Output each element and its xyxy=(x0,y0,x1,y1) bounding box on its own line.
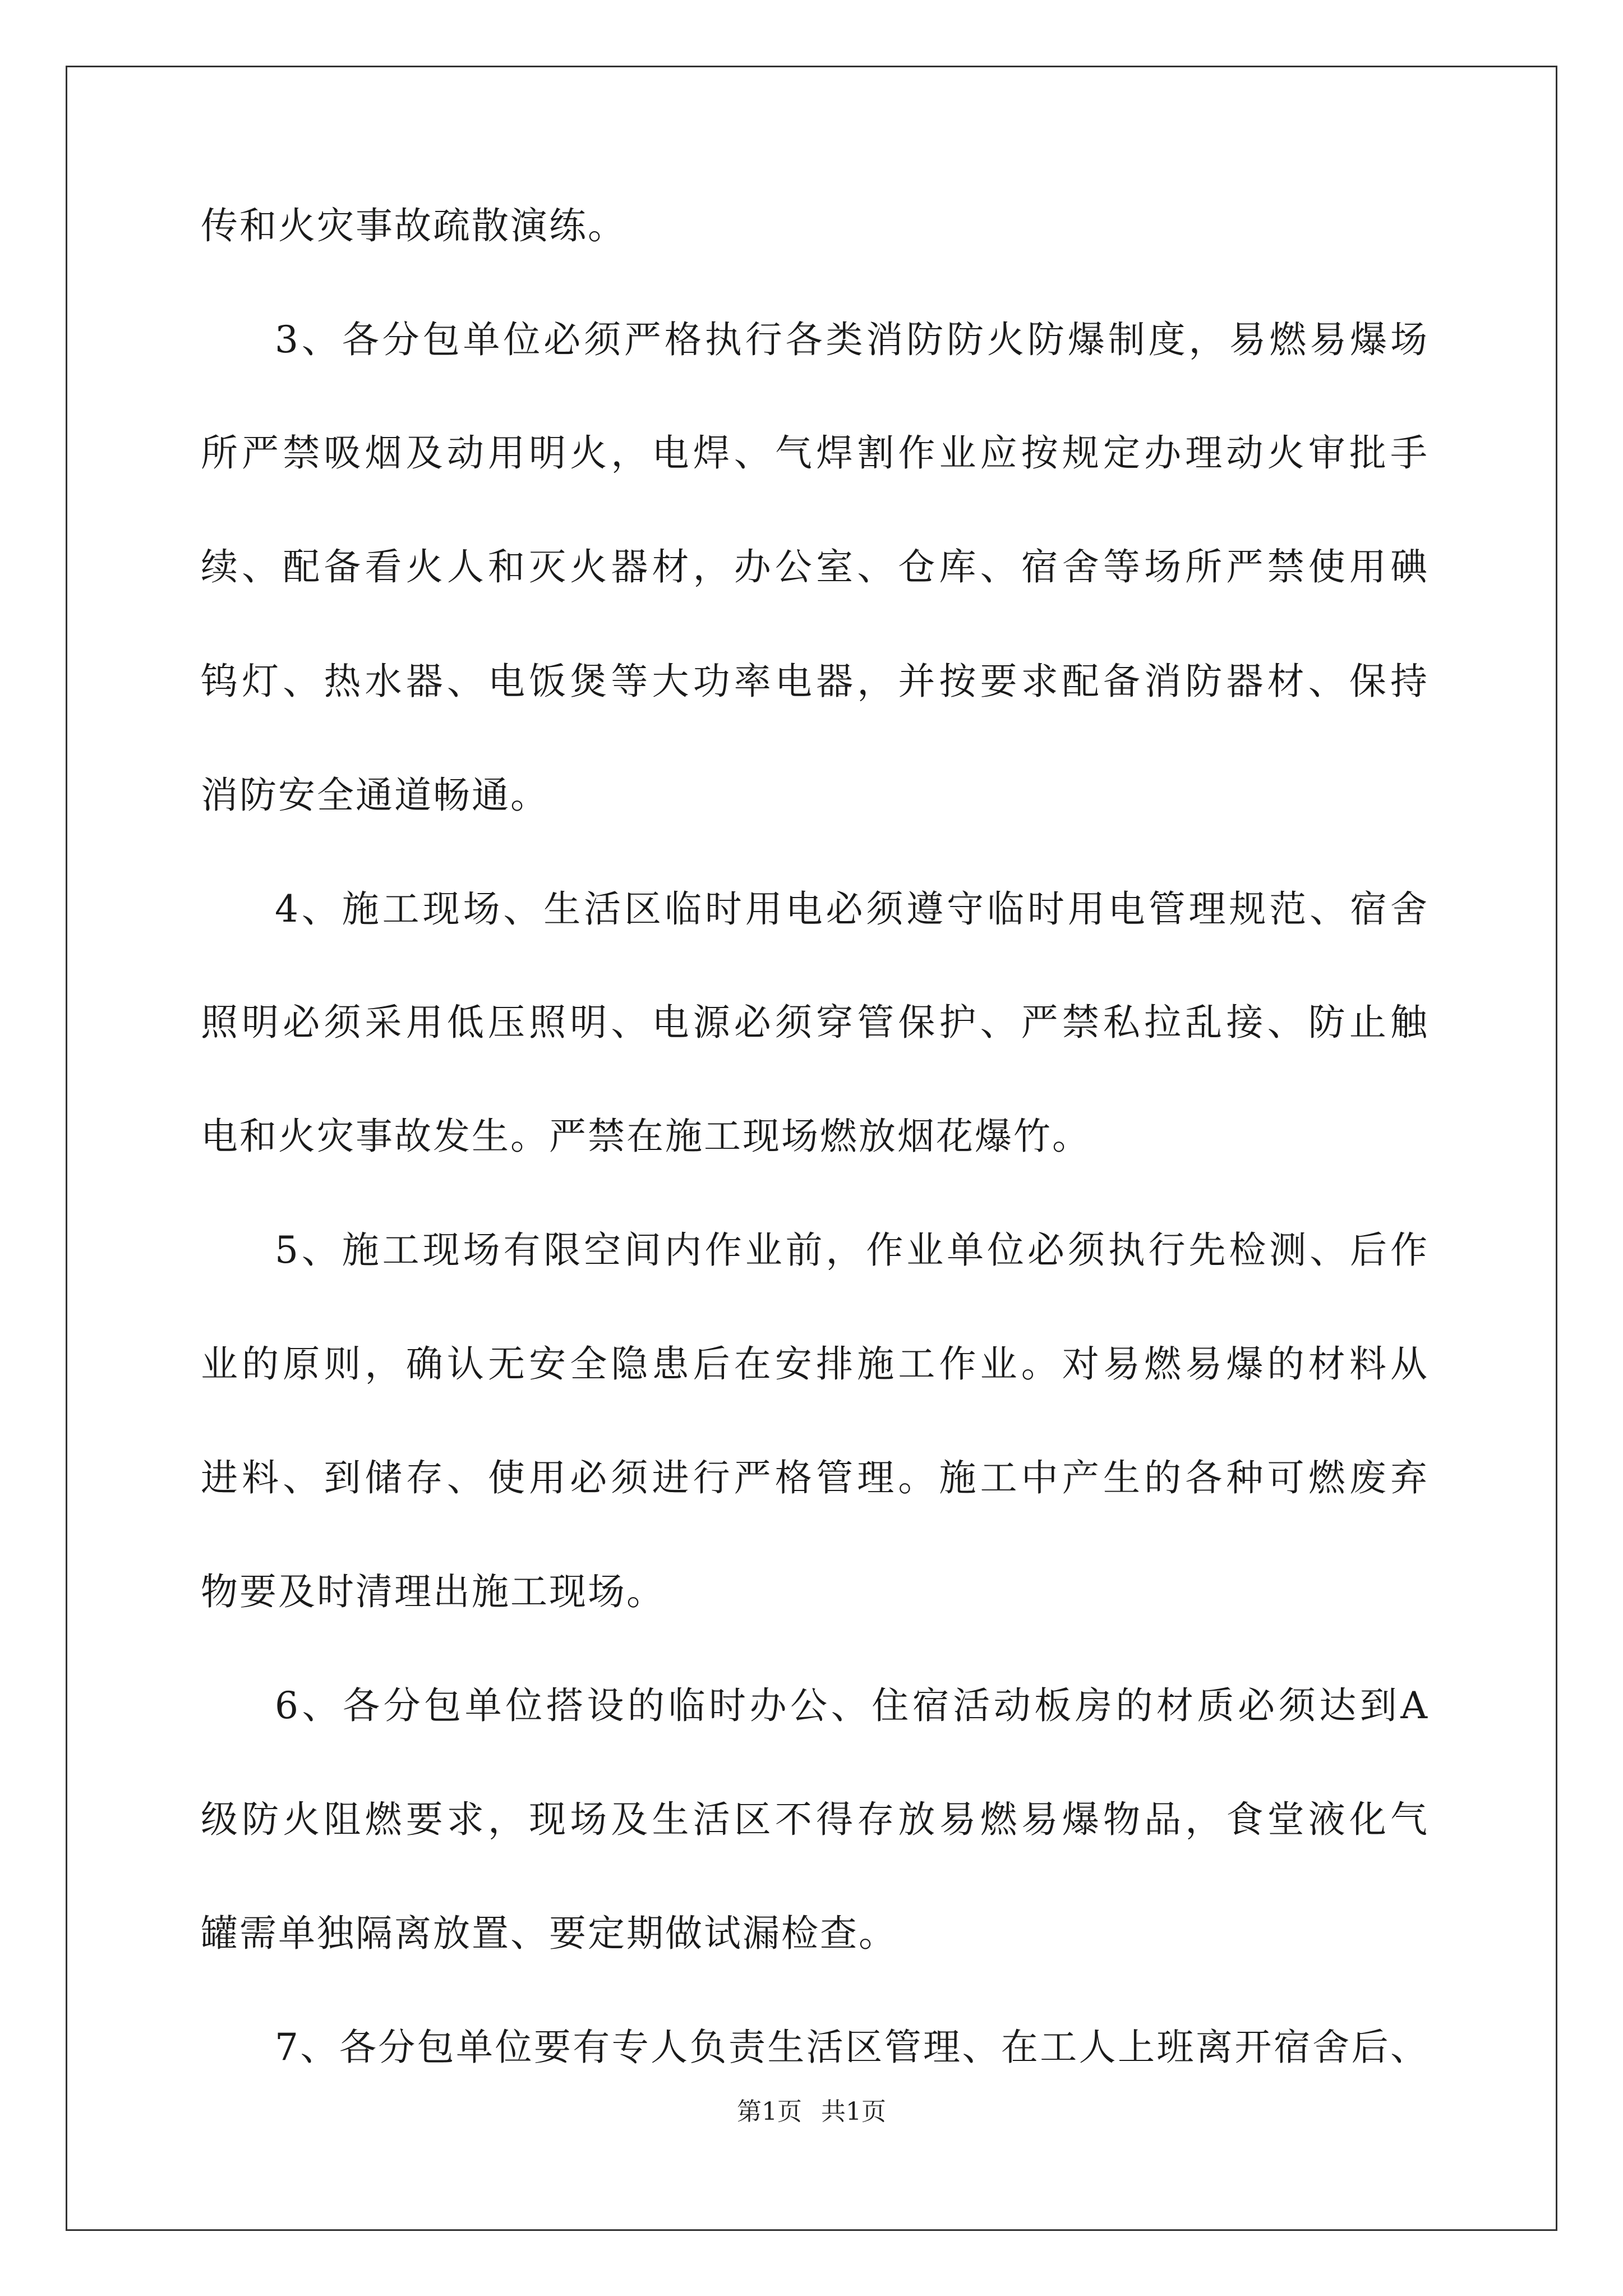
text-line-14: 6、各分包单位搭设的临时办公、住宿活动板房的材质必须达到A xyxy=(275,1684,1429,1727)
page-footer xyxy=(0,2095,1623,2129)
text-line-2: 3、各分包单位必须严格执行各类消防防火防爆制度，易燃易爆场 xyxy=(275,318,1429,361)
text-line-17: 7、各分包单位要有专人负责生活区管理、在工人上班离开宿舍后、 xyxy=(275,2026,1429,2069)
text-line-9: 电和火灾事故发生。严禁在施工现场燃放烟花爆竹。 xyxy=(201,1115,1091,1158)
text-line-1: 传和火灾事故疏散演练。 xyxy=(201,204,626,247)
text-line-10: 5、施工现场有限空间内作业前，作业单位必须执行先检测、后作 xyxy=(275,1228,1429,1272)
text-line-7: 4、施工现场、生活区临时用电必须遵守临时用电管理规范、宿舍 xyxy=(275,887,1429,931)
text-line-6: 消防安全通道畅通。 xyxy=(201,774,549,817)
text-line-16: 罐需单独隔离放置、要定期做试漏检查。 xyxy=(201,1912,897,1955)
page-total: 共1页 xyxy=(821,2097,886,2126)
page-number: 第1页 xyxy=(737,2097,802,2126)
text-line-4: 续、配备看火人和灭火器材，办公室、仓库、宿舍等场所严禁使用碘 xyxy=(201,545,1429,588)
text-line-13: 物要及时清理出施工现场。 xyxy=(201,1570,665,1613)
text-line-11: 业的原则，确认无安全隐患后在安排施工作业。对易燃易爆的材料从 xyxy=(201,1342,1429,1386)
text-line-3: 所严禁吸烟及动用明火，电焊、气焊割作业应按规定办理动火审批手 xyxy=(201,431,1429,475)
text-line-5: 钨灯、热水器、电饭煲等大功率电器，并按要求配备消防器材、保持 xyxy=(201,660,1429,703)
text-line-15: 级防火阻燃要求，现场及生活区不得存放易燃易爆物品，食堂液化气 xyxy=(201,1798,1429,1841)
text-line-12: 进料、到储存、使用必须进行严格管理。施工中产生的各种可燃废弃 xyxy=(201,1456,1429,1499)
text-line-8: 照明必须采用低压照明、电源必须穿管保护、严禁私拉乱接、防止触 xyxy=(201,1001,1429,1044)
